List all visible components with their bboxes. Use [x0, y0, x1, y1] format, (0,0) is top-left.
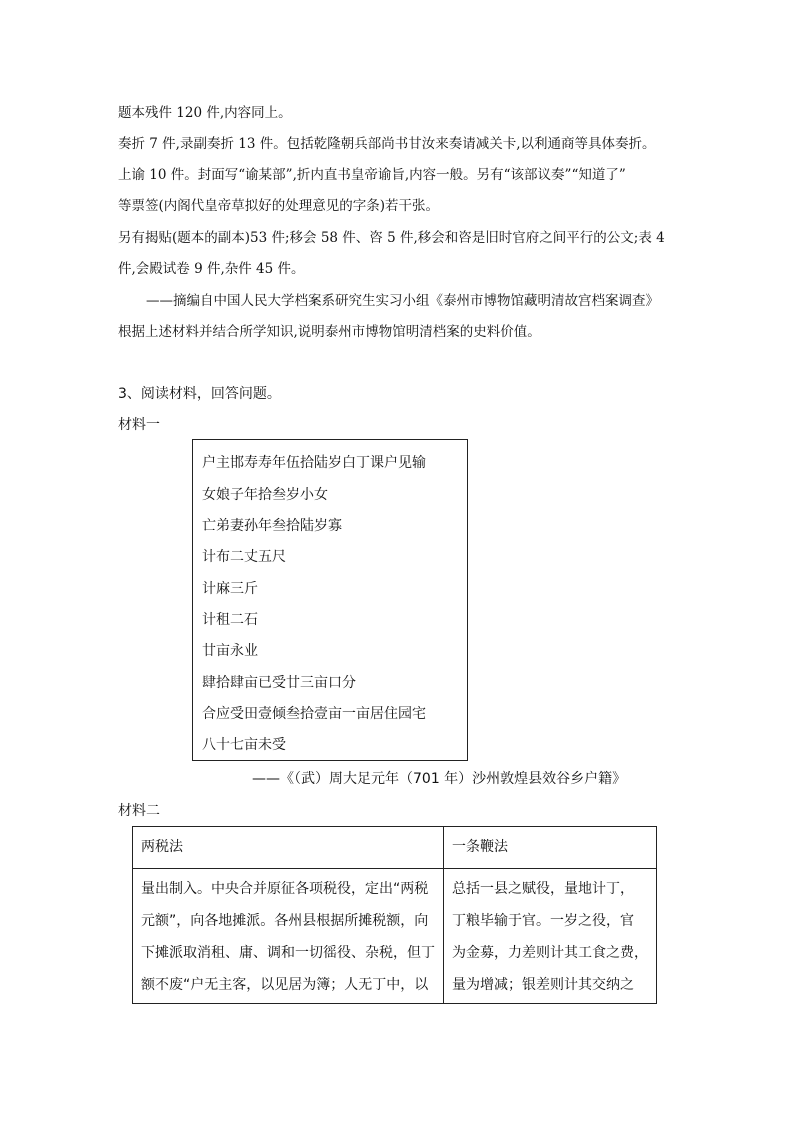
tax-comparison-table	[132, 826, 657, 1004]
paragraph-3-line-1: 上谕 10 件。封面写“谕某部”,折内直书皇帝谕旨,内容一般。另有“该部议奏”“知道了”	[118, 167, 626, 183]
table-row	[133, 869, 657, 1004]
household-record-line: 肆拾肆亩已受廿三亩口分	[202, 675, 356, 691]
material-1-box	[192, 439, 468, 761]
cell-text-line: 量为增减；银差则计其交纳之	[452, 977, 634, 993]
household-record-line: 计麻三斤	[202, 581, 258, 597]
question-prompt: 根据上述材料并结合所学知识,说明泰州市博物馆明清档案的史料价值。	[118, 324, 541, 340]
cell-text-line: 元额”，向各地摊派。各州县根据所摊税额，向	[141, 913, 429, 929]
material-2-label: 材料二	[118, 803, 160, 819]
paragraph-4-line-1: 另有揭贴(题本的副本)53 件;移会 58 件、咨 5 件,移会和咨是旧时官府之间平行的公文;表 4	[118, 230, 665, 246]
cell-text-line: 为金募，力差则计其工食之费，	[452, 945, 648, 961]
household-record-line: 亡弟妻孙年叁拾陆岁寡	[202, 518, 342, 534]
material-1-label: 材料一	[118, 417, 160, 433]
paragraph-1: 题本残件 120 件,内容同上。	[118, 105, 292, 121]
cell-text-line: 丁粮毕输于官。一岁之役，官	[452, 913, 634, 929]
paragraph-2: 奏折 7 件,录副奏折 13 件。包括乾隆朝兵部尚书甘汝来奏请减关卡,以利通商等具体奏折。	[118, 136, 656, 152]
table-header-two-tax-law: 两税法	[133, 827, 444, 869]
household-record-line: 计布二丈五尺	[202, 549, 286, 565]
cell-text-line: 额不废“户无主客，以见居为簿；人无丁中，以	[141, 977, 429, 993]
household-record-line: 八十七亩未受	[202, 737, 286, 753]
household-record-line: 计租二石	[202, 612, 258, 628]
household-record-line: 女娘子年拾叁岁小女	[202, 487, 328, 503]
household-record-line: 廿亩永业	[202, 643, 258, 659]
household-record-line: 户主邯寿寿年伍拾陆岁白丁课户见输	[202, 455, 426, 471]
single-whip-law-cell	[444, 869, 657, 1004]
material-1-source: ——《（武）周大足元年（701 年）沙州敦煌县效谷乡户籍》	[252, 771, 627, 787]
question-3-heading: 3、阅读材料，回答问题。	[118, 386, 281, 402]
paragraph-3-line-2: 等票签(内阁代皇帝草拟好的处理意见的字条)若干张。	[118, 198, 440, 214]
paragraph-4-line-2: 件,会殿试卷 9 件,杂件 45 件。	[118, 261, 305, 277]
household-record-line: 合应受田壹倾叁拾壹亩一亩居住园宅	[202, 706, 426, 722]
two-tax-law-cell	[133, 869, 444, 1004]
cell-text-line: 下摊派取消租、庸、调和一切徭役、杂税，但丁	[141, 945, 435, 961]
source-citation: ——摘编自中国人民大学档案系研究生实习小组《泰州市博物馆藏明清故宫档案调查》	[146, 293, 659, 309]
table-header-single-whip-law: 一条鞭法	[444, 827, 657, 869]
cell-text-line: 量出制入。中央合并原征各项税役，定出“两税	[141, 881, 429, 897]
table-header-row	[133, 827, 657, 869]
cell-text-line: 总括一县之赋役，量地计丁，	[452, 881, 634, 897]
